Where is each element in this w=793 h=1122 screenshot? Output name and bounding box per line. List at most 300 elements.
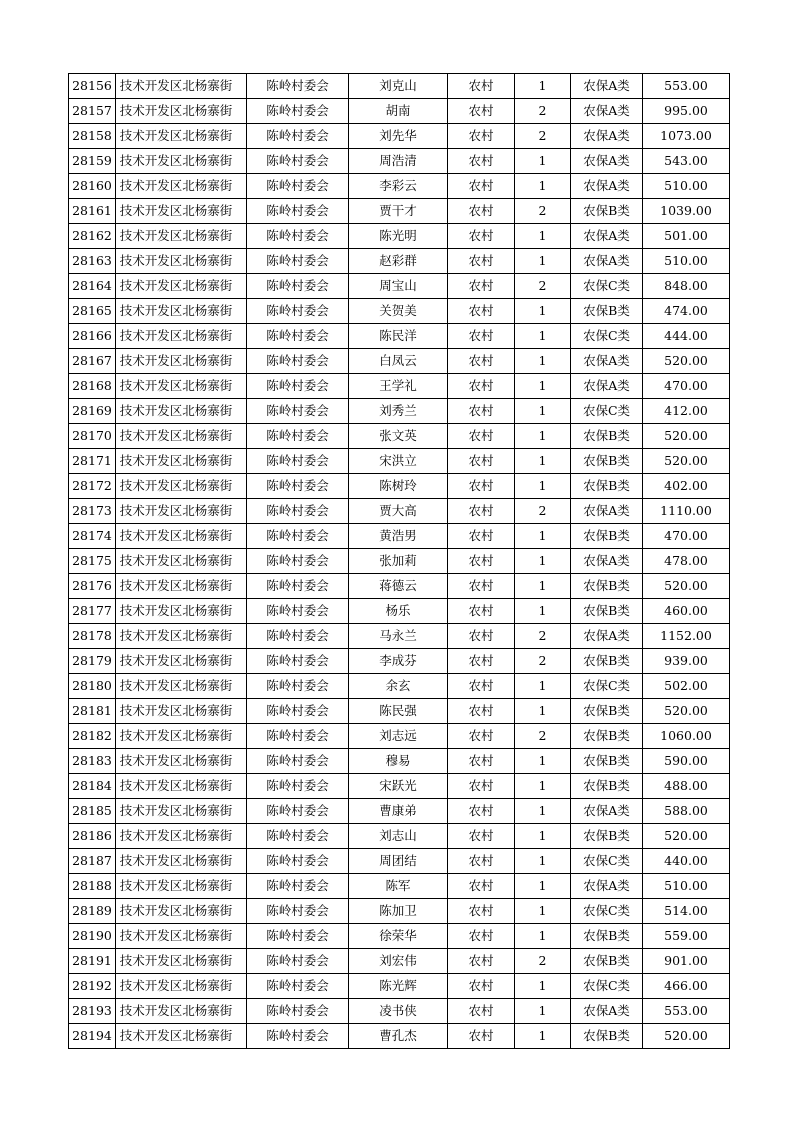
village-committee-cell: 陈岭村委会 [247, 174, 349, 199]
household-type-cell: 农村 [448, 524, 515, 549]
town-cell [116, 299, 247, 324]
person-name-cell: 徐荣华 [349, 924, 448, 949]
record-id-cell: 28164 [69, 274, 116, 299]
village-committee-cell: 陈岭村委会 [247, 649, 349, 674]
town-text: 技术开发区北杨寨街 [119, 703, 233, 718]
amount-cell: 470.00 [643, 374, 730, 399]
person-name-cell: 周宝山 [349, 274, 448, 299]
town-cell [116, 699, 247, 724]
record-id-cell: 28157 [69, 99, 116, 124]
table-row [69, 449, 730, 474]
town-text: 技术开发区北杨寨街 [119, 753, 233, 768]
amount-cell: 478.00 [643, 549, 730, 574]
person-name-cell: 陈军 [349, 874, 448, 899]
household-type-cell: 农村 [448, 699, 515, 724]
household-type-cell: 农村 [448, 974, 515, 999]
household-type-cell: 农村 [448, 349, 515, 374]
town-text: 技术开发区北杨寨街 [119, 528, 233, 543]
insurance-class-cell: 农保C类 [571, 899, 643, 924]
person-name-cell: 宋洪立 [349, 449, 448, 474]
amount-cell: 488.00 [643, 774, 730, 799]
household-type-cell: 农村 [448, 774, 515, 799]
town-cell [116, 349, 247, 374]
person-name-cell: 王学礼 [349, 374, 448, 399]
town-cell [116, 499, 247, 524]
insurance-class-cell: 农保B类 [571, 574, 643, 599]
amount-cell: 848.00 [643, 274, 730, 299]
town-cell [116, 274, 247, 299]
amount-cell: 460.00 [643, 599, 730, 624]
member-count-cell: 1 [515, 774, 571, 799]
town-cell [116, 824, 247, 849]
record-id-cell: 28165 [69, 299, 116, 324]
town-text: 技术开发区北杨寨街 [119, 628, 233, 643]
record-id-cell: 28180 [69, 674, 116, 699]
member-count-cell: 1 [515, 924, 571, 949]
person-name-cell: 黄浩男 [349, 524, 448, 549]
household-type-cell: 农村 [448, 899, 515, 924]
village-committee-cell: 陈岭村委会 [247, 224, 349, 249]
town-text: 技术开发区北杨寨街 [119, 903, 233, 918]
amount-cell: 1039.00 [643, 199, 730, 224]
table-row [69, 999, 730, 1024]
record-id-cell: 28186 [69, 824, 116, 849]
person-name-cell: 贾大高 [349, 499, 448, 524]
amount-cell: 520.00 [643, 349, 730, 374]
member-count-cell: 1 [515, 824, 571, 849]
household-type-cell: 农村 [448, 99, 515, 124]
amount-cell: 543.00 [643, 149, 730, 174]
town-cell [116, 649, 247, 674]
town-cell [116, 449, 247, 474]
amount-cell: 901.00 [643, 949, 730, 974]
member-count-cell: 1 [515, 849, 571, 874]
record-id-cell: 28166 [69, 324, 116, 349]
household-type-cell: 农村 [448, 674, 515, 699]
household-type-cell: 农村 [448, 799, 515, 824]
record-id-cell: 28182 [69, 724, 116, 749]
insurance-class-cell: 农保B类 [571, 949, 643, 974]
person-name-cell: 李彩云 [349, 174, 448, 199]
record-id-cell: 28183 [69, 749, 116, 774]
record-id-cell: 28163 [69, 249, 116, 274]
town-text: 技术开发区北杨寨街 [119, 303, 233, 318]
amount-cell: 520.00 [643, 449, 730, 474]
household-type-cell: 农村 [448, 149, 515, 174]
insurance-class-cell: 农保B类 [571, 449, 643, 474]
village-committee-cell: 陈岭村委会 [247, 524, 349, 549]
town-text: 技术开发区北杨寨街 [119, 678, 233, 693]
record-id-cell: 28173 [69, 499, 116, 524]
person-name-cell: 曹康弟 [349, 799, 448, 824]
insurance-class-cell: 农保A类 [571, 624, 643, 649]
insurance-class-cell: 农保A类 [571, 374, 643, 399]
town-text: 技术开发区北杨寨街 [119, 128, 233, 143]
person-name-cell: 刘秀兰 [349, 399, 448, 424]
household-type-cell: 农村 [448, 374, 515, 399]
town-cell [116, 624, 247, 649]
amount-cell: 553.00 [643, 74, 730, 99]
member-count-cell: 1 [515, 599, 571, 624]
amount-cell: 1073.00 [643, 124, 730, 149]
amount-cell: 466.00 [643, 974, 730, 999]
person-name-cell: 张加莉 [349, 549, 448, 574]
household-type-cell: 农村 [448, 574, 515, 599]
amount-cell: 440.00 [643, 849, 730, 874]
insurance-class-cell: 农保B类 [571, 649, 643, 674]
record-id-cell: 28156 [69, 74, 116, 99]
village-committee-cell: 陈岭村委会 [247, 374, 349, 399]
village-committee-cell: 陈岭村委会 [247, 599, 349, 624]
household-type-cell: 农村 [448, 749, 515, 774]
insurance-class-cell: 农保A类 [571, 149, 643, 174]
record-id-cell: 28160 [69, 174, 116, 199]
village-committee-cell: 陈岭村委会 [247, 749, 349, 774]
household-type-cell: 农村 [448, 949, 515, 974]
household-type-cell: 农村 [448, 449, 515, 474]
village-committee-cell: 陈岭村委会 [247, 699, 349, 724]
person-name-cell: 周浩清 [349, 149, 448, 174]
amount-cell: 559.00 [643, 924, 730, 949]
member-count-cell: 2 [515, 99, 571, 124]
table-row [69, 324, 730, 349]
household-type-cell: 农村 [448, 174, 515, 199]
town-cell [116, 724, 247, 749]
insurance-class-cell: 农保A类 [571, 349, 643, 374]
person-name-cell: 余玄 [349, 674, 448, 699]
member-count-cell: 2 [515, 724, 571, 749]
record-id-cell: 28194 [69, 1024, 116, 1049]
member-count-cell: 1 [515, 424, 571, 449]
village-committee-cell: 陈岭村委会 [247, 674, 349, 699]
record-id-cell: 28184 [69, 774, 116, 799]
insurance-class-cell: 农保A类 [571, 549, 643, 574]
table-row [69, 949, 730, 974]
household-type-cell: 农村 [448, 724, 515, 749]
record-id-cell: 28179 [69, 649, 116, 674]
table-row [69, 974, 730, 999]
record-id-cell: 28192 [69, 974, 116, 999]
household-type-cell: 农村 [448, 224, 515, 249]
person-name-cell: 陈光辉 [349, 974, 448, 999]
village-committee-cell: 陈岭村委会 [247, 199, 349, 224]
household-type-cell: 农村 [448, 824, 515, 849]
member-count-cell: 1 [515, 874, 571, 899]
village-committee-cell: 陈岭村委会 [247, 849, 349, 874]
person-name-cell: 胡南 [349, 99, 448, 124]
person-name-cell: 陈加卫 [349, 899, 448, 924]
record-id-cell: 28188 [69, 874, 116, 899]
person-name-cell: 陈民洋 [349, 324, 448, 349]
table-row [69, 199, 730, 224]
insurance-class-cell: 农保A类 [571, 124, 643, 149]
record-id-cell: 28174 [69, 524, 116, 549]
insurance-class-cell: 农保C类 [571, 324, 643, 349]
person-name-cell: 陈光明 [349, 224, 448, 249]
table-row [69, 399, 730, 424]
table-row [69, 524, 730, 549]
table-row [69, 374, 730, 399]
household-type-cell: 农村 [448, 74, 515, 99]
table-row [69, 499, 730, 524]
records-table [68, 73, 730, 1049]
village-committee-cell: 陈岭村委会 [247, 124, 349, 149]
village-committee-cell: 陈岭村委会 [247, 99, 349, 124]
record-id-cell: 28168 [69, 374, 116, 399]
household-type-cell: 农村 [448, 124, 515, 149]
person-name-cell: 凌书侠 [349, 999, 448, 1024]
village-committee-cell: 陈岭村委会 [247, 549, 349, 574]
table-row [69, 849, 730, 874]
village-committee-cell: 陈岭村委会 [247, 274, 349, 299]
person-name-cell: 蒋德云 [349, 574, 448, 599]
amount-cell: 520.00 [643, 424, 730, 449]
insurance-class-cell: 农保A类 [571, 249, 643, 274]
member-count-cell: 1 [515, 349, 571, 374]
table-row [69, 249, 730, 274]
member-count-cell: 1 [515, 699, 571, 724]
member-count-cell: 1 [515, 299, 571, 324]
table-row [69, 549, 730, 574]
record-id-cell: 28171 [69, 449, 116, 474]
insurance-class-cell: 农保B类 [571, 424, 643, 449]
member-count-cell: 1 [515, 474, 571, 499]
town-cell [116, 899, 247, 924]
household-type-cell: 农村 [448, 999, 515, 1024]
amount-cell: 502.00 [643, 674, 730, 699]
household-type-cell: 农村 [448, 474, 515, 499]
household-type-cell: 农村 [448, 1024, 515, 1049]
household-type-cell: 农村 [448, 624, 515, 649]
table-row [69, 874, 730, 899]
record-id-cell: 28191 [69, 949, 116, 974]
town-cell [116, 674, 247, 699]
record-id-cell: 28170 [69, 424, 116, 449]
village-committee-cell: 陈岭村委会 [247, 949, 349, 974]
village-committee-cell: 陈岭村委会 [247, 449, 349, 474]
town-cell [116, 124, 247, 149]
person-name-cell: 李成芬 [349, 649, 448, 674]
town-text: 技术开发区北杨寨街 [119, 103, 233, 118]
record-id-cell: 28162 [69, 224, 116, 249]
table-row [69, 349, 730, 374]
town-text: 技术开发区北杨寨街 [119, 803, 233, 818]
record-id-cell: 28181 [69, 699, 116, 724]
amount-cell: 553.00 [643, 999, 730, 1024]
village-committee-cell: 陈岭村委会 [247, 299, 349, 324]
town-text: 技术开发区北杨寨街 [119, 203, 233, 218]
town-text: 技术开发区北杨寨街 [119, 978, 233, 993]
insurance-class-cell: 农保C类 [571, 674, 643, 699]
insurance-class-cell: 农保B类 [571, 524, 643, 549]
village-committee-cell: 陈岭村委会 [247, 624, 349, 649]
amount-cell: 590.00 [643, 749, 730, 774]
table-row [69, 424, 730, 449]
table-row [69, 674, 730, 699]
town-text: 技术开发区北杨寨街 [119, 778, 233, 793]
amount-cell: 474.00 [643, 299, 730, 324]
member-count-cell: 2 [515, 499, 571, 524]
person-name-cell: 穆易 [349, 749, 448, 774]
household-type-cell: 农村 [448, 249, 515, 274]
person-name-cell: 刘志山 [349, 824, 448, 849]
household-type-cell: 农村 [448, 874, 515, 899]
town-cell [116, 424, 247, 449]
amount-cell: 514.00 [643, 899, 730, 924]
member-count-cell: 1 [515, 224, 571, 249]
insurance-class-cell: 农保B类 [571, 299, 643, 324]
records-table-body [69, 74, 730, 1049]
town-cell [116, 524, 247, 549]
insurance-class-cell: 农保B类 [571, 824, 643, 849]
town-cell [116, 324, 247, 349]
member-count-cell: 2 [515, 124, 571, 149]
insurance-class-cell: 农保B类 [571, 924, 643, 949]
member-count-cell: 1 [515, 999, 571, 1024]
village-committee-cell: 陈岭村委会 [247, 499, 349, 524]
town-text: 技术开发区北杨寨街 [119, 428, 233, 443]
town-text: 技术开发区北杨寨街 [119, 228, 233, 243]
person-name-cell: 马永兰 [349, 624, 448, 649]
village-committee-cell: 陈岭村委会 [247, 149, 349, 174]
person-name-cell: 张文英 [349, 424, 448, 449]
member-count-cell: 1 [515, 174, 571, 199]
amount-cell: 412.00 [643, 399, 730, 424]
person-name-cell: 关贺美 [349, 299, 448, 324]
town-cell [116, 99, 247, 124]
town-text: 技术开发区北杨寨街 [119, 1003, 233, 1018]
village-committee-cell: 陈岭村委会 [247, 774, 349, 799]
person-name-cell: 白凤云 [349, 349, 448, 374]
town-text: 技术开发区北杨寨街 [119, 553, 233, 568]
table-row [69, 649, 730, 674]
village-committee-cell: 陈岭村委会 [247, 924, 349, 949]
person-name-cell: 曹孔杰 [349, 1024, 448, 1049]
town-cell [116, 974, 247, 999]
town-cell [116, 774, 247, 799]
town-cell [116, 374, 247, 399]
record-id-cell: 28158 [69, 124, 116, 149]
town-text: 技术开发区北杨寨街 [119, 78, 233, 93]
record-id-cell: 28178 [69, 624, 116, 649]
town-cell [116, 74, 247, 99]
table-row [69, 699, 730, 724]
member-count-cell: 1 [515, 399, 571, 424]
record-id-cell: 28190 [69, 924, 116, 949]
household-type-cell: 农村 [448, 424, 515, 449]
town-cell [116, 399, 247, 424]
member-count-cell: 2 [515, 949, 571, 974]
village-committee-cell: 陈岭村委会 [247, 324, 349, 349]
town-cell [116, 174, 247, 199]
amount-cell: 501.00 [643, 224, 730, 249]
household-type-cell: 农村 [448, 649, 515, 674]
village-committee-cell: 陈岭村委会 [247, 999, 349, 1024]
insurance-class-cell: 农保A类 [571, 224, 643, 249]
member-count-cell: 2 [515, 624, 571, 649]
amount-cell: 520.00 [643, 699, 730, 724]
village-committee-cell: 陈岭村委会 [247, 899, 349, 924]
town-text: 技术开发区北杨寨街 [119, 253, 233, 268]
member-count-cell: 1 [515, 74, 571, 99]
insurance-class-cell: 农保C类 [571, 974, 643, 999]
member-count-cell: 1 [515, 149, 571, 174]
member-count-cell: 1 [515, 449, 571, 474]
amount-cell: 444.00 [643, 324, 730, 349]
amount-cell: 939.00 [643, 649, 730, 674]
table-row [69, 899, 730, 924]
town-text: 技术开发区北杨寨街 [119, 878, 233, 893]
town-cell [116, 574, 247, 599]
town-text: 技术开发区北杨寨街 [119, 728, 233, 743]
town-text: 技术开发区北杨寨街 [119, 328, 233, 343]
member-count-cell: 1 [515, 674, 571, 699]
town-text: 技术开发区北杨寨街 [119, 503, 233, 518]
table-row [69, 574, 730, 599]
town-text: 技术开发区北杨寨街 [119, 353, 233, 368]
town-text: 技术开发区北杨寨街 [119, 153, 233, 168]
person-name-cell: 陈民强 [349, 699, 448, 724]
member-count-cell: 1 [515, 1024, 571, 1049]
town-text: 技术开发区北杨寨街 [119, 278, 233, 293]
person-name-cell: 宋跃光 [349, 774, 448, 799]
record-id-cell: 28177 [69, 599, 116, 624]
amount-cell: 995.00 [643, 99, 730, 124]
insurance-class-cell: 农保C类 [571, 849, 643, 874]
village-committee-cell: 陈岭村委会 [247, 74, 349, 99]
record-id-cell: 28187 [69, 849, 116, 874]
record-id-cell: 28175 [69, 549, 116, 574]
table-row [69, 174, 730, 199]
person-name-cell: 赵彩群 [349, 249, 448, 274]
member-count-cell: 1 [515, 524, 571, 549]
household-type-cell: 农村 [448, 274, 515, 299]
table-row [69, 74, 730, 99]
household-type-cell: 农村 [448, 549, 515, 574]
member-count-cell: 1 [515, 749, 571, 774]
record-id-cell: 28189 [69, 899, 116, 924]
table-row [69, 149, 730, 174]
town-text: 技术开发区北杨寨街 [119, 853, 233, 868]
amount-cell: 1110.00 [643, 499, 730, 524]
amount-cell: 1060.00 [643, 724, 730, 749]
person-name-cell: 贾干才 [349, 199, 448, 224]
table-row [69, 924, 730, 949]
table-row [69, 474, 730, 499]
household-type-cell: 农村 [448, 199, 515, 224]
member-count-cell: 1 [515, 799, 571, 824]
town-cell [116, 549, 247, 574]
record-id-cell: 28185 [69, 799, 116, 824]
table-row [69, 724, 730, 749]
amount-cell: 402.00 [643, 474, 730, 499]
village-committee-cell: 陈岭村委会 [247, 874, 349, 899]
record-id-cell: 28159 [69, 149, 116, 174]
person-name-cell: 杨乐 [349, 599, 448, 624]
insurance-class-cell: 农保A类 [571, 499, 643, 524]
town-cell [116, 999, 247, 1024]
insurance-class-cell: 农保A类 [571, 99, 643, 124]
insurance-class-cell: 农保C类 [571, 274, 643, 299]
insurance-class-cell: 农保B类 [571, 749, 643, 774]
table-row [69, 299, 730, 324]
village-committee-cell: 陈岭村委会 [247, 424, 349, 449]
town-text: 技术开发区北杨寨街 [119, 653, 233, 668]
village-committee-cell: 陈岭村委会 [247, 474, 349, 499]
amount-cell: 510.00 [643, 174, 730, 199]
person-name-cell: 刘宏伟 [349, 949, 448, 974]
town-text: 技术开发区北杨寨街 [119, 403, 233, 418]
